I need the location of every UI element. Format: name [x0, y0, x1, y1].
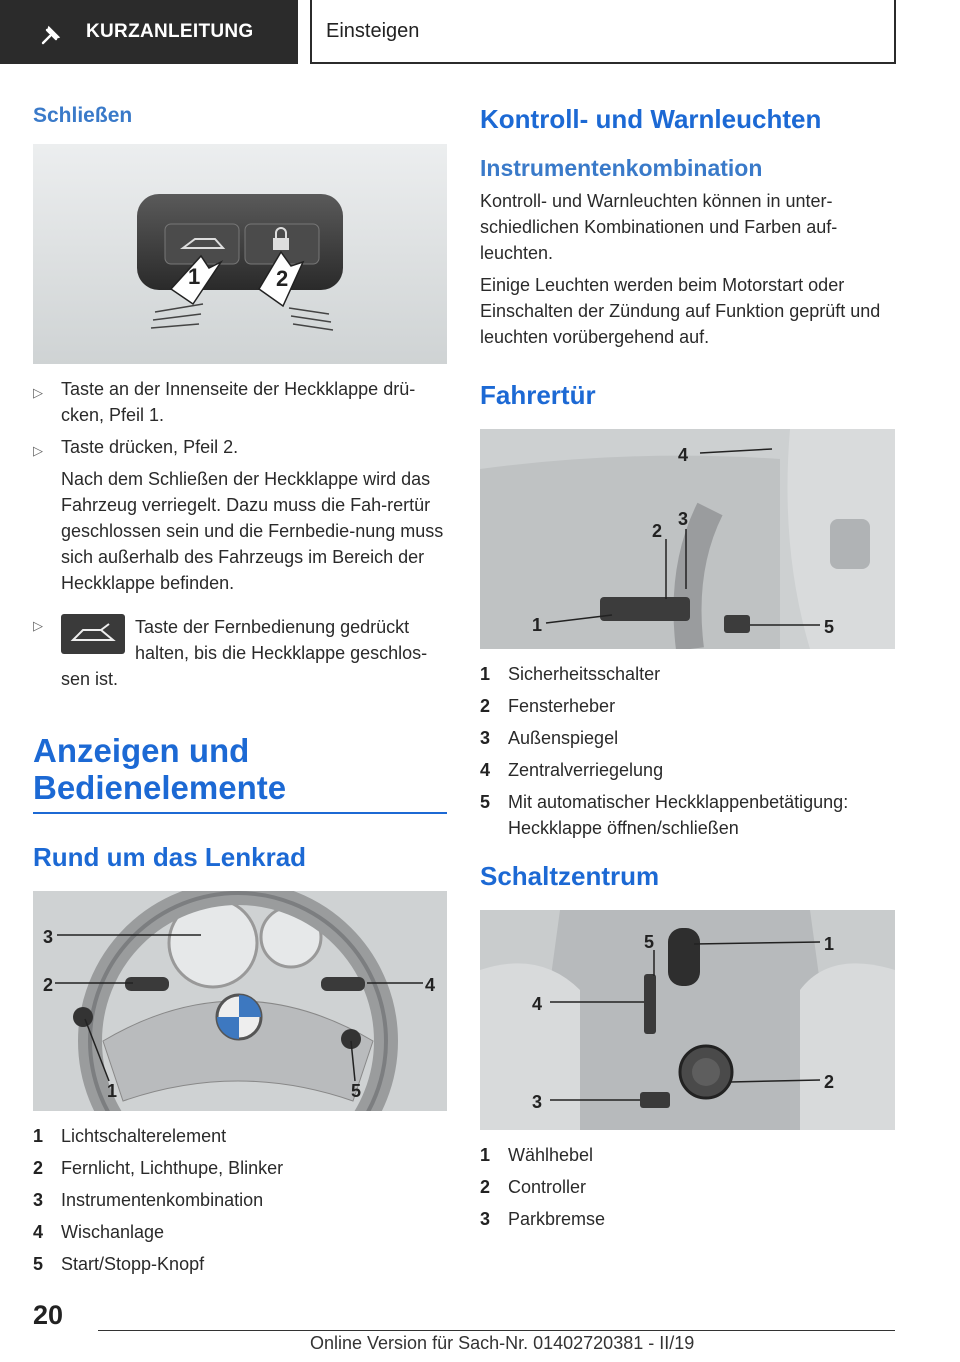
tailgate-buttons-illustration	[33, 144, 447, 364]
list-item: 4 Wischanlage	[33, 1222, 165, 1242]
chapter-title	[33, 732, 447, 806]
list-item: ▷ Taste drücken, Pfeil 2.	[33, 434, 447, 460]
door-label-5: 5	[824, 617, 835, 637]
console-label-1: 1	[824, 934, 835, 954]
list-item: 4 Zentralverriegelung	[480, 760, 664, 780]
console-label-4: 4	[532, 994, 543, 1014]
door-label-2: 2	[652, 521, 663, 541]
list-item: 3 Instrumentenkombination	[33, 1190, 264, 1210]
steering-label-1: 1	[107, 1081, 118, 1101]
remote-step	[33, 614, 447, 692]
list-item: 1 Sicherheitsschalter	[480, 664, 661, 684]
section-tab[interactable]	[310, 0, 896, 64]
door-label-3: 3	[678, 509, 689, 529]
steering-wheel-image	[33, 891, 447, 1111]
center-console-image	[480, 910, 895, 1130]
list-item: 2 Fensterheber	[480, 696, 616, 716]
chapter-title-line1: Anzeigen und	[33, 732, 250, 769]
remote-step-line2: halten, bis die Heckklappe geschlos-	[135, 643, 428, 663]
triangle-bullet-icon: ▷	[33, 443, 43, 458]
warning-para-2: Einige Leuchten werden beim Motorstart oder Einschalten der Zündung auf Funktion geprüft und leuchten vorübergehend auf.	[480, 275, 881, 347]
instrument-cluster-subheading: Instrumentenkombination	[480, 155, 763, 181]
list-item: 3 Außenspiegel	[480, 728, 619, 748]
list-item: 1 Lichtschalterelement	[33, 1126, 227, 1146]
pin-icon	[40, 24, 62, 46]
chapter-tab-label: KURZANLEITUNG	[86, 21, 254, 42]
steering-wheel-illustration	[33, 891, 447, 1111]
footer-divider	[98, 1330, 895, 1331]
chapter-divider	[33, 812, 447, 814]
list-item: 2 Controller	[480, 1177, 587, 1197]
driver-door-heading: Fahrertür	[480, 380, 596, 410]
closing-steps	[33, 376, 447, 460]
tailgate-label-2: 2	[276, 266, 289, 291]
remote-tailgate-icon	[61, 614, 125, 654]
driver-door-legend	[480, 661, 895, 841]
tailgate-label-1: 1	[188, 264, 201, 289]
center-console-illustration	[480, 910, 895, 1130]
tailgate-buttons-image	[33, 144, 447, 364]
steering-label-3: 3	[43, 927, 54, 947]
steering-label-2: 2	[43, 975, 54, 995]
closing-note: Nach dem Schließen der Heckklappe wird das Fahrzeug verriegelt. Dazu muss die Fah-rertür geschlossen sein und die Fernbedie-nung muss sich außerhalb des Fahrzeugs im Bereich der Heckklappe befinden.	[61, 469, 444, 593]
list-item: 1 Wählhebel	[480, 1145, 594, 1165]
list-item: ▷ Taste an der Innenseite der Heckklappe drü-cken, Pfeil 1.	[33, 379, 416, 425]
page-number: 20	[33, 1300, 64, 1330]
remote-step-line3: sen ist.	[61, 669, 119, 689]
chapter-tab[interactable]	[0, 0, 298, 64]
warning-para-1: Kontroll- und Warnleuchten können in unter-schiedlichen Kombinationen und Farben auf-leuchten.	[480, 191, 838, 263]
door-label-4: 4	[678, 445, 689, 465]
left-column	[33, 90, 447, 1283]
list-item: 3 Parkbremse	[480, 1209, 606, 1229]
triangle-bullet-icon: ▷	[33, 385, 43, 400]
section-tab-label: Einsteigen	[326, 19, 420, 42]
control-center-heading: Schaltzentrum	[480, 861, 660, 891]
right-column	[480, 90, 895, 1238]
steering-label-5: 5	[351, 1081, 362, 1101]
footer-online-version: Online Version für Sach-Nr. 01402720381 - II/19	[310, 1333, 695, 1353]
chapter-title-line2: Bedienelemente	[33, 769, 287, 806]
steering-label-4: 4	[425, 975, 436, 995]
list-item: 5 Mit automatischer Heckklappenbetätigung: Heckklappe öffnen/schließen	[480, 792, 849, 838]
console-label-5: 5	[644, 932, 655, 952]
steering-legend	[33, 1123, 447, 1277]
warning-lights-heading: Kontroll- und Warnleuchten	[480, 104, 822, 134]
driver-door-illustration	[480, 429, 895, 649]
driver-door-image	[480, 429, 895, 649]
remote-step-line1: Taste der Fernbedienung gedrückt	[135, 617, 410, 637]
closing-heading: Schließen	[33, 104, 133, 127]
console-label-3: 3	[532, 1092, 543, 1112]
center-console-legend	[480, 1142, 895, 1232]
triangle-bullet-icon: ▷	[33, 618, 43, 633]
car-tailgate-icon	[61, 614, 125, 654]
door-label-1: 1	[532, 615, 543, 635]
page-header	[0, 0, 960, 66]
list-item: 5 Start/Stopp-Knopf	[33, 1254, 205, 1274]
list-item: 2 Fernlicht, Lichthupe, Blinker	[33, 1158, 284, 1178]
console-label-2: 2	[824, 1072, 835, 1092]
steering-heading: Rund um das Lenkrad	[33, 842, 307, 872]
